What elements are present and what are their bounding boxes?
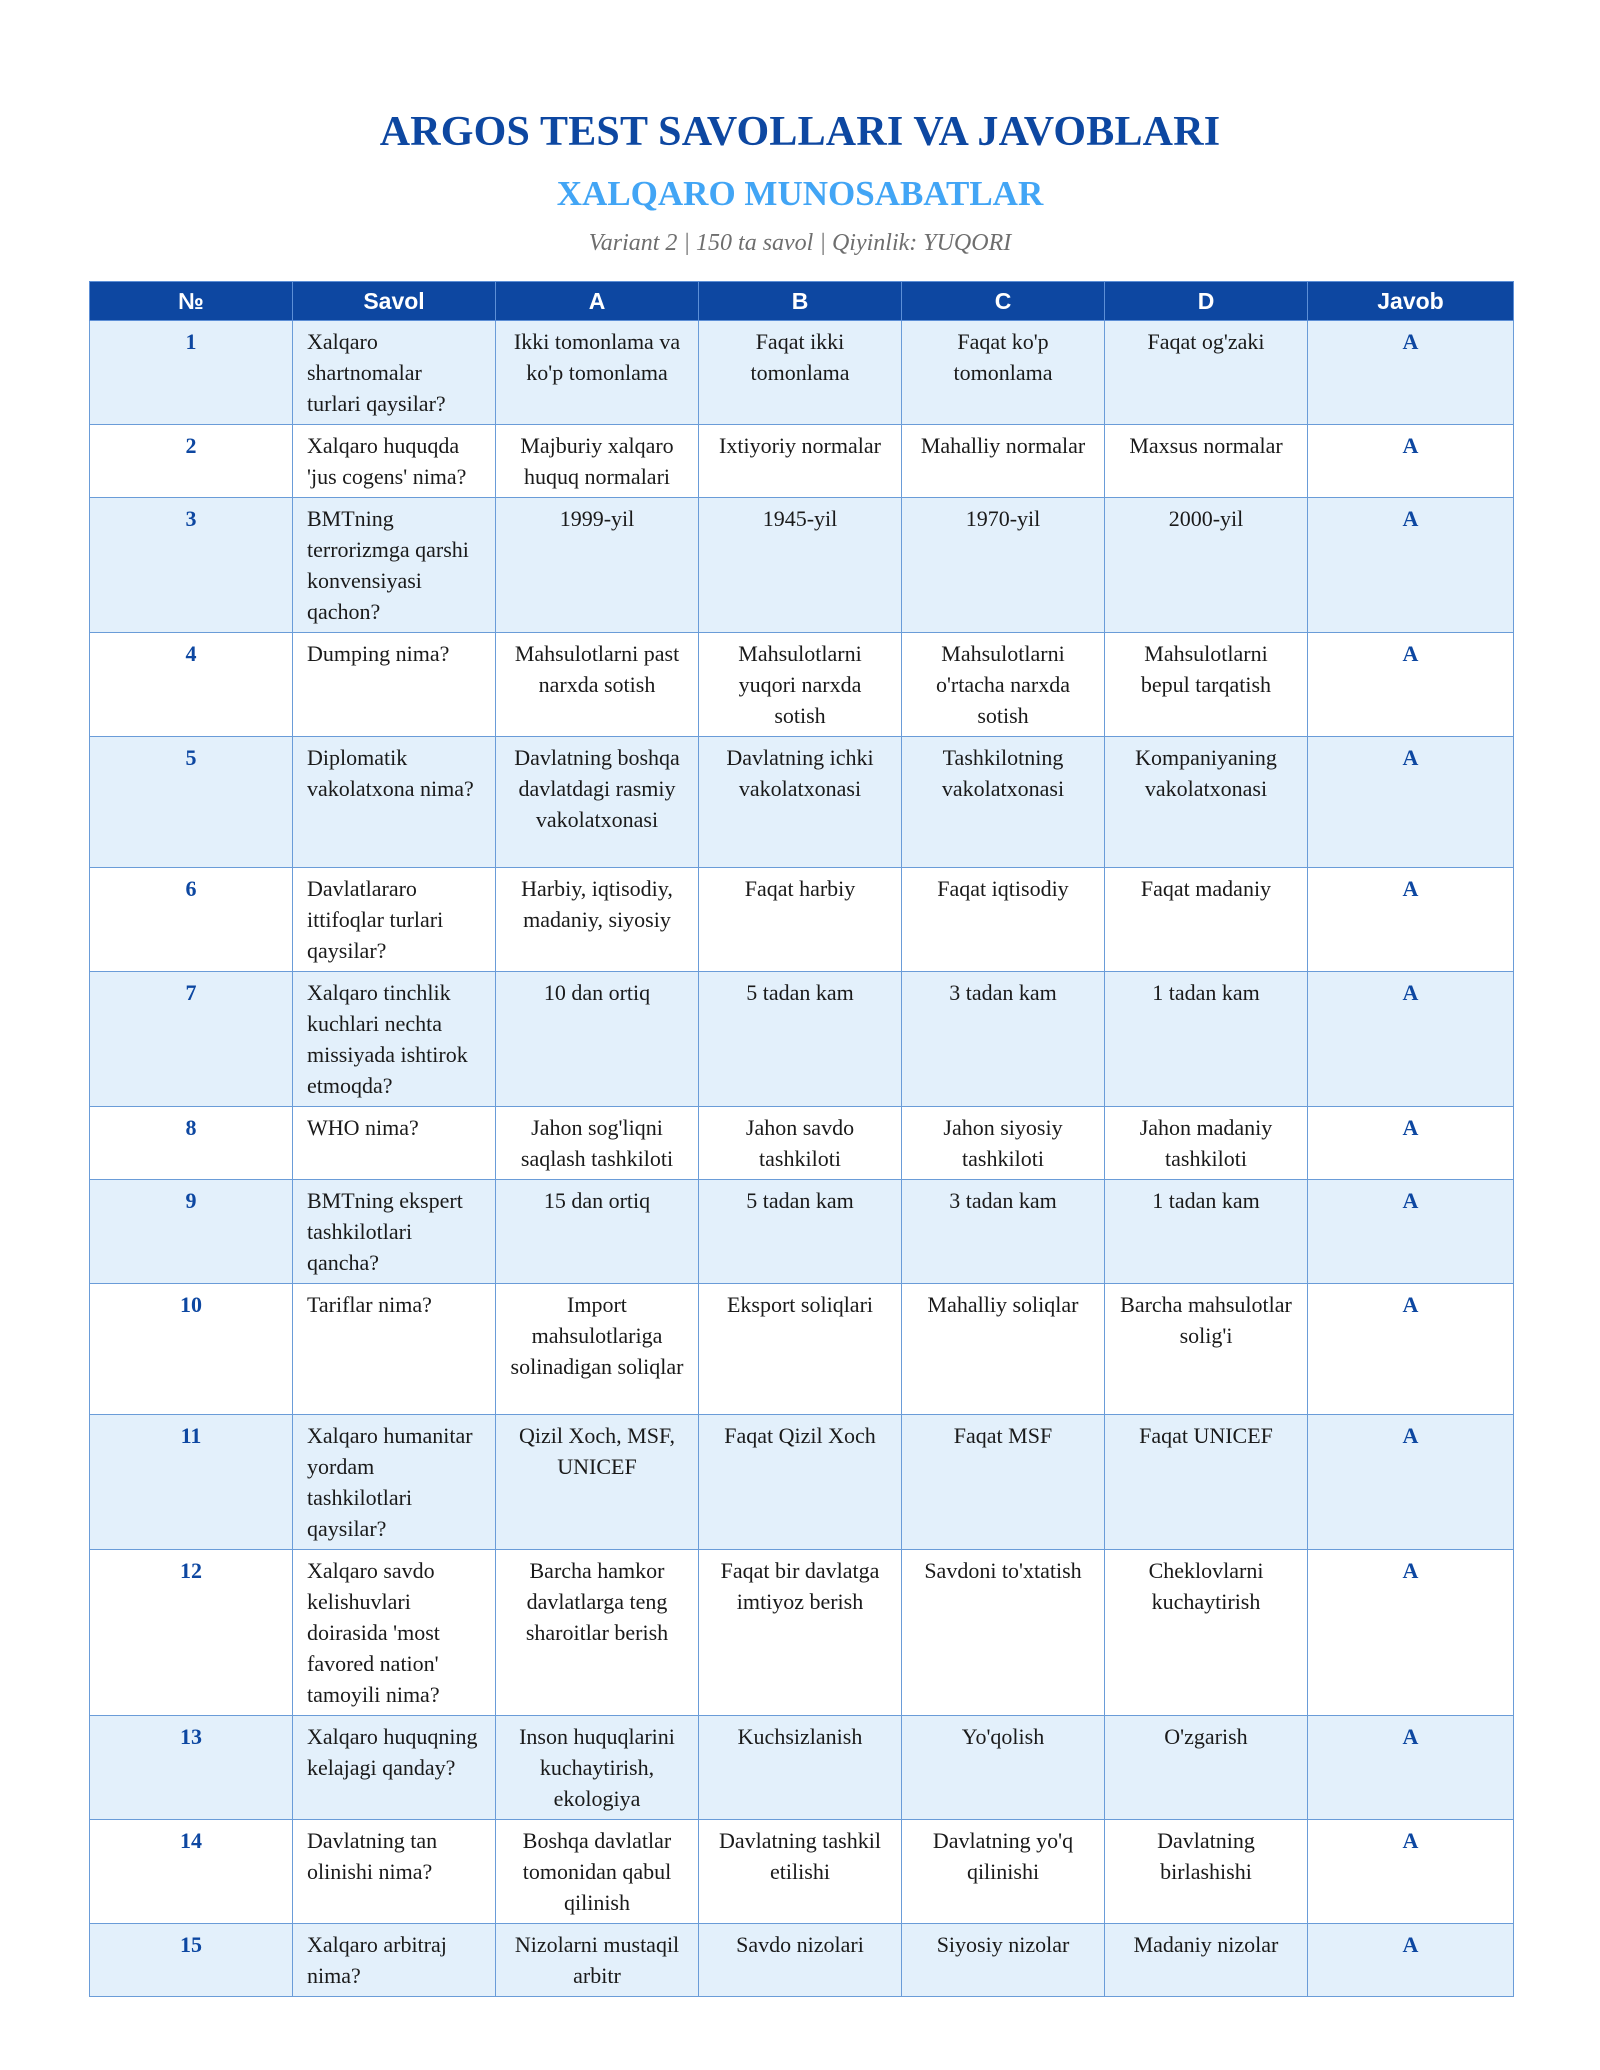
column-header-option-d: D (1105, 282, 1308, 321)
option-d: Kompaniyaning vakolatxonasi (1105, 737, 1308, 868)
correct-answer: A (1308, 1107, 1514, 1180)
option-c: Faqat iqtisodiy (902, 868, 1105, 972)
correct-answer: A (1308, 737, 1514, 868)
column-header-answer: Javob (1308, 282, 1514, 321)
correct-answer: A (1308, 498, 1514, 633)
questions-table (89, 281, 1514, 1997)
option-a: Inson huquqlarini kuchaytirish, ekologiya (496, 1716, 699, 1820)
correct-answer: A (1308, 1415, 1514, 1550)
test-meta-info: Variant 2 | 150 ta savol | Qiyinlik: YUQORI (588, 230, 1012, 256)
question-text: BMTning terrorizmga qarshi konvensiyasi qachon? (293, 498, 496, 633)
table-row (90, 321, 1514, 425)
option-b: Kuchsizlanish (699, 1716, 902, 1820)
option-a: Boshqa davlatlar tomonidan qabul qilinish (496, 1820, 699, 1924)
option-a: Import mahsulotlariga solinadigan soliqlar (496, 1284, 699, 1415)
question-text: Xalqaro shartnomalar turlari qaysilar? (293, 321, 496, 425)
column-header-option-b: B (699, 282, 902, 321)
document-subtitle: XALQARO MUNOSABATLAR (556, 174, 1044, 213)
correct-answer: A (1308, 1284, 1514, 1415)
option-a: Davlatning boshqa davlatdagi rasmiy vakolatxonasi (496, 737, 699, 868)
correct-answer: A (1308, 1550, 1514, 1716)
correct-answer: A (1308, 321, 1514, 425)
table-header-row (90, 282, 1514, 321)
table-row (90, 868, 1514, 972)
option-d: Jahon madaniy tashkiloti (1105, 1107, 1308, 1180)
option-c: Tashkilotning vakolatxonasi (902, 737, 1105, 868)
option-c: Jahon siyosiy tashkiloti (902, 1107, 1105, 1180)
question-text: BMTning ekspert tashkilotlari qancha? (293, 1180, 496, 1284)
table-row (90, 972, 1514, 1107)
option-b: Faqat harbiy (699, 868, 902, 972)
option-d: Madaniy nizolar (1105, 1924, 1308, 1997)
table-row (90, 737, 1514, 868)
option-b: 1945-yil (699, 498, 902, 633)
question-number: 5 (90, 737, 293, 868)
correct-answer: A (1308, 425, 1514, 498)
option-a: Harbiy, iqtisodiy, madaniy, siyosiy (496, 868, 699, 972)
option-b: Jahon savdo tashkiloti (699, 1107, 902, 1180)
option-c: Siyosiy nizolar (902, 1924, 1105, 1997)
question-number: 15 (90, 1924, 293, 1997)
document-title: ARGOS TEST SAVOLLARI VA JAVOBLARI (379, 109, 1221, 155)
option-b: Davlatning tashkil etilishi (699, 1820, 902, 1924)
correct-answer: A (1308, 633, 1514, 737)
table-row (90, 425, 1514, 498)
question-text: Xalqaro arbitraj nima? (293, 1924, 496, 1997)
option-d: Faqat madaniy (1105, 868, 1308, 972)
option-d: O'zgarish (1105, 1716, 1308, 1820)
table-row (90, 1550, 1514, 1716)
question-text: Tariflar nima? (293, 1284, 496, 1415)
question-text: Dumping nima? (293, 633, 496, 737)
option-b: Faqat bir davlatga imtiyoz berish (699, 1550, 902, 1716)
question-text: Davlatlararo ittifoqlar turlari qaysilar? (293, 868, 496, 972)
question-number: 9 (90, 1180, 293, 1284)
option-d: Cheklovlarni kuchaytirish (1105, 1550, 1308, 1716)
table-row (90, 1284, 1514, 1415)
question-text: Xalqaro huquqda 'jus cogens' nima? (293, 425, 496, 498)
question-number: 11 (90, 1415, 293, 1550)
option-d: Faqat og'zaki (1105, 321, 1308, 425)
question-number: 7 (90, 972, 293, 1107)
option-a: 15 dan ortiq (496, 1180, 699, 1284)
table-row (90, 633, 1514, 737)
option-a: Barcha hamkor davlatlarga teng sharoitlar berish (496, 1550, 699, 1716)
option-c: 3 tadan kam (902, 972, 1105, 1107)
option-d: 1 tadan kam (1105, 1180, 1308, 1284)
question-number: 8 (90, 1107, 293, 1180)
table-row (90, 1107, 1514, 1180)
option-b: Davlatning ichki vakolatxonasi (699, 737, 902, 868)
question-number: 1 (90, 321, 293, 425)
option-b: 5 tadan kam (699, 972, 902, 1107)
column-header-option-a: A (496, 282, 699, 321)
option-c: Faqat ko'p tomonlama (902, 321, 1105, 425)
option-b: Savdo nizolari (699, 1924, 902, 1997)
table-row (90, 1924, 1514, 1997)
option-a: 10 dan ortiq (496, 972, 699, 1107)
option-c: Yo'qolish (902, 1716, 1105, 1820)
question-text: WHO nima? (293, 1107, 496, 1180)
option-a: Majburiy xalqaro huquq normalari (496, 425, 699, 498)
question-number: 12 (90, 1550, 293, 1716)
correct-answer: A (1308, 1820, 1514, 1924)
option-b: Ixtiyoriy normalar (699, 425, 902, 498)
option-a: 1999-yil (496, 498, 699, 633)
option-c: Savdoni to'xtatish (902, 1550, 1105, 1716)
question-text: Xalqaro tinchlik kuchlari nechta missiyada ishtirok etmoqda? (293, 972, 496, 1107)
questions-table-body (90, 321, 1514, 1997)
table-row (90, 1820, 1514, 1924)
question-text: Diplomatik vakolatxona nima? (293, 737, 496, 868)
option-d: Davlatning birlashishi (1105, 1820, 1308, 1924)
question-number: 3 (90, 498, 293, 633)
option-c: Mahalliy soliqlar (902, 1284, 1105, 1415)
option-d: 2000-yil (1105, 498, 1308, 633)
question-text: Xalqaro savdo kelishuvlari doirasida 'most favored nation' tamoyili nima? (293, 1550, 496, 1716)
option-c: Faqat MSF (902, 1415, 1105, 1550)
option-c: Mahalliy normalar (902, 425, 1105, 498)
option-a: Mahsulotlarni past narxda sotish (496, 633, 699, 737)
table-row (90, 1716, 1514, 1820)
option-d: Faqat UNICEF (1105, 1415, 1308, 1550)
option-b: 5 tadan kam (699, 1180, 902, 1284)
question-text: Xalqaro huquqning kelajagi qanday? (293, 1716, 496, 1820)
correct-answer: A (1308, 868, 1514, 972)
column-header-option-c: C (902, 282, 1105, 321)
option-c: 1970-yil (902, 498, 1105, 633)
question-number: 10 (90, 1284, 293, 1415)
option-d: Barcha mahsulotlar solig'i (1105, 1284, 1308, 1415)
question-text: Davlatning tan olinishi nima? (293, 1820, 496, 1924)
correct-answer: A (1308, 1716, 1514, 1820)
column-header-question: Savol (293, 282, 496, 321)
option-a: Jahon sog'liqni saqlash tashkiloti (496, 1107, 699, 1180)
question-number: 14 (90, 1820, 293, 1924)
option-b: Mahsulotlarni yuqori narxda sotish (699, 633, 902, 737)
option-a: Qizil Xoch, MSF, UNICEF (496, 1415, 699, 1550)
table-row (90, 1180, 1514, 1284)
option-d: Mahsulotlarni bepul tarqatish (1105, 633, 1308, 737)
table-row (90, 1415, 1514, 1550)
option-d: Maxsus normalar (1105, 425, 1308, 498)
table-row (90, 498, 1514, 633)
option-c: Mahsulotlarni o'rtacha narxda sotish (902, 633, 1105, 737)
option-b: Faqat ikki tomonlama (699, 321, 902, 425)
question-number: 6 (90, 868, 293, 972)
question-number: 13 (90, 1716, 293, 1820)
correct-answer: A (1308, 1180, 1514, 1284)
correct-answer: A (1308, 972, 1514, 1107)
option-a: Ikki tomonlama va ko'p tomonlama (496, 321, 699, 425)
option-a: Nizolarni mustaqil arbitr (496, 1924, 699, 1997)
question-number: 2 (90, 425, 293, 498)
question-number: 4 (90, 633, 293, 737)
option-c: 3 tadan kam (902, 1180, 1105, 1284)
correct-answer: A (1308, 1924, 1514, 1997)
option-d: 1 tadan kam (1105, 972, 1308, 1107)
column-header-number: № (90, 282, 293, 321)
option-b: Eksport soliqlari (699, 1284, 902, 1415)
option-b: Faqat Qizil Xoch (699, 1415, 902, 1550)
option-c: Davlatning yo'q qilinishi (902, 1820, 1105, 1924)
question-text: Xalqaro humanitar yordam tashkilotlari qaysilar? (293, 1415, 496, 1550)
